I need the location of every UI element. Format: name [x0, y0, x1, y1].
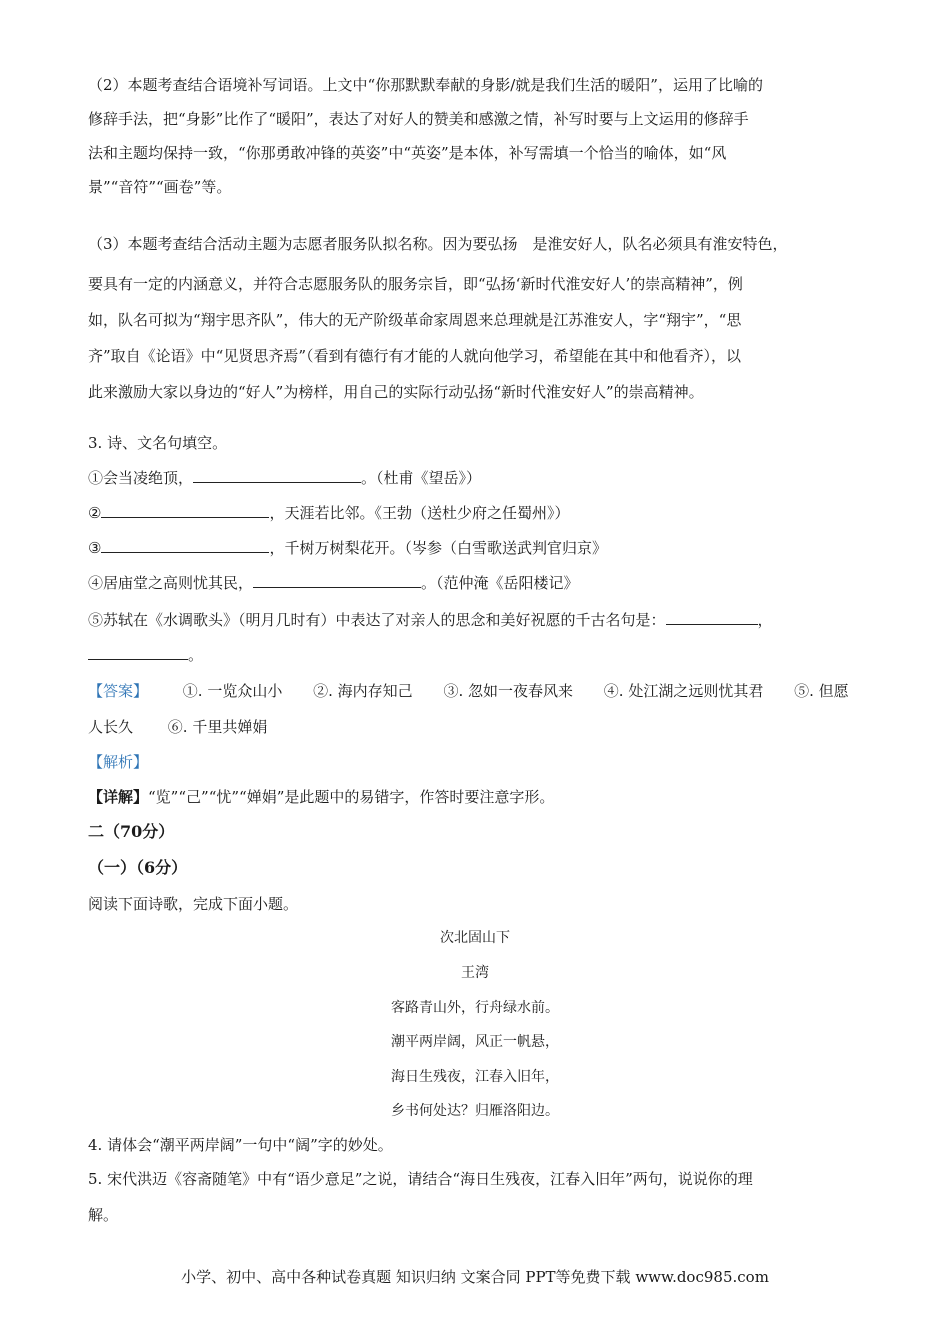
question-3-title: 3. 诗、文名句填空。: [88, 434, 228, 452]
answer-item: ①. 一览众山小: [182, 682, 283, 700]
section-title: 二（70分）: [88, 822, 175, 841]
answer-blank[interactable]: [101, 536, 269, 553]
poem-author: 王湾: [461, 965, 489, 981]
question-3-item-5-continued: 。: [88, 640, 203, 670]
answer-line-2: 人长久 ⑥. 千里共婵娟: [88, 712, 267, 742]
answer-item: ⑤. 但愿: [794, 682, 849, 700]
poem-line: 乡书何处达？归雁洛阳边。: [391, 1103, 559, 1119]
question-5-line-2: 解。: [88, 1206, 119, 1224]
analysis-detail: 【详解】“览”“己”“忧”“婵娟”是此题中的易错字，作答时要注意字形。: [88, 788, 555, 806]
answer-item: ③. 忽如一夜春风来: [443, 682, 573, 700]
text-line: （2）本题考查结合语境补写词语。上文中“你那默默奉献的身影/就是我们生活的暖阳”，运用了比喻的: [88, 76, 763, 94]
reading-instruction: 阅读下面诗歌，完成下面小题。: [88, 895, 299, 913]
text-line: 如，队名可拟为“翔宇思齐队”，伟大的无产阶级革命家周恩来总理就是江苏淮安人，字“翔宇”，“思: [88, 311, 742, 329]
text-line: 修辞手法，把“身影”比作了“暖阳”，表达了对好人的赞美和感激之情，补写时要与上文运用的修辞手: [88, 110, 749, 128]
answer-item: ⑥. 千里共婵娟: [167, 718, 268, 736]
question-4: 4. 请体会“潮平两岸阔”一句中“阔”字的妙处。: [88, 1136, 393, 1154]
text-line: （3）本题考查结合活动主题为志愿者服务队拟名称。因为要弘扬 是淮安好人，队名必须具有淮安特色，: [88, 235, 788, 253]
explanation-paragraph-2: [88, 68, 864, 204]
subsection-title: （一）（6分）: [88, 858, 188, 877]
text-line: 此来激励大家以身边的“好人”为榜样，用自己的实际行动弘扬“新时代淮安好人”的崇高精神。: [88, 383, 704, 401]
answer-blank[interactable]: [193, 466, 361, 483]
text-line: 齐”取自《论语》中“见贤思齐焉”（看到有德行有才能的人就向他学习，希望能在其中和他看齐），以: [88, 347, 742, 365]
answer-item: ④. 处江湖之远则忧其君: [603, 682, 764, 700]
poem-line: 潮平两岸阔，风正一帆悬，: [391, 1034, 559, 1050]
text-line: 景”“音符”“画卷”等。: [88, 178, 232, 196]
answer-item: ②. 海内存知己: [313, 682, 413, 700]
answer-label: 【答案】: [88, 682, 149, 700]
poem-title: 次北固山下: [440, 930, 510, 946]
answer-blank[interactable]: [88, 643, 188, 660]
answer-blank[interactable]: [253, 571, 421, 588]
answer-blank[interactable]: [666, 608, 758, 625]
question-3-item-3: ③ ，千树万树梨花开。（岑参（白雪歌送武判官归京》: [88, 533, 607, 563]
question-3-item-1: ①会当凌绝顶， 。（杜甫《望岳》）: [88, 463, 481, 493]
poem-line: 客路青山外，行舟绿水前。: [391, 1000, 559, 1016]
question-5-line-1: 5. 宋代洪迈《容斋随笔》中有“语少意足”之说，请结合“海日生残夜，江春入旧年”两句，说说你的理: [88, 1170, 753, 1188]
text-line: 要具有一定的内涵意义，并符合志愿服务队的服务宗旨，即“弘扬‘新时代淮安好人’的崇高精神”，例: [88, 275, 743, 293]
explanation-paragraph-3: [88, 226, 864, 410]
question-3-item-5: ⑤苏轼在《水调歌头》（明月几时有）中表达了对亲人的思念和美好祝愿的千古名句是： ，: [88, 605, 773, 635]
text-line: 法和主题均保持一致，“你那勇敢冲锋的英姿”中“英姿”是本体，补写需填一个恰当的喻体，如“风: [88, 144, 727, 162]
page-footer: 小学、初中、高中各种试卷真题 知识归纳 文案合同 PPT等免费下载 www.doc985.com: [181, 1268, 769, 1286]
answer-blank[interactable]: [101, 501, 269, 518]
question-3-item-2: ② ，天涯若比邻。《王勃（送杜少府之任蜀州》）: [88, 498, 569, 528]
poem-line: 海日生残夜，江春入旧年，: [391, 1069, 559, 1085]
question-3-item-4: ④居庙堂之高则忧其民， 。（范仲淹《岳阳楼记》: [88, 568, 579, 598]
analysis-label: 【解析】: [88, 753, 149, 771]
answer-line-1: [88, 676, 849, 706]
